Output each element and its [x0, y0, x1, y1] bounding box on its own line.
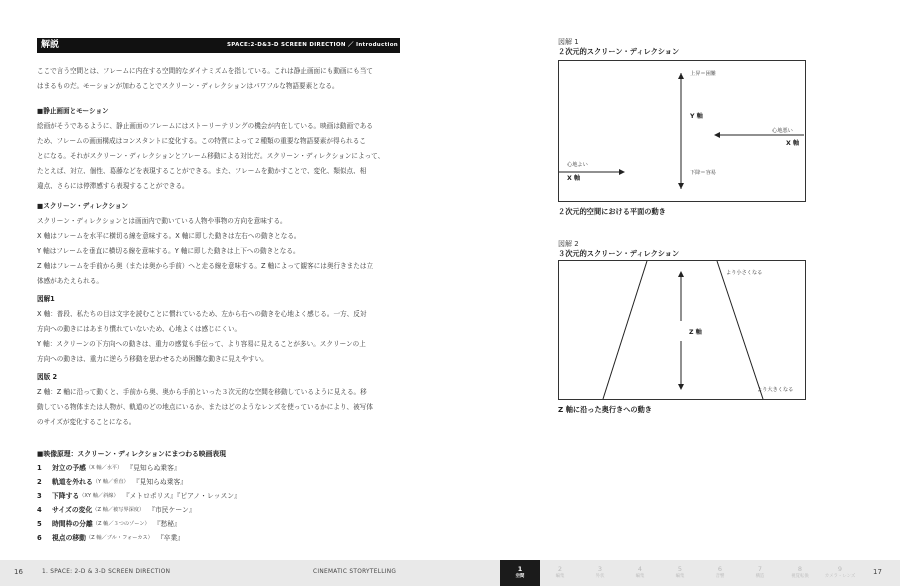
chapter-tab-7[interactable]: [740, 560, 780, 586]
text-line: X 軸はフレームを水平に横切る線を意味する。X 軸に即した動きは左右への動きとなる。: [37, 232, 301, 240]
label-rise-hard: 上昇＝困難: [690, 71, 716, 77]
film-topic: 時間枠の分離: [52, 520, 93, 528]
label-x-axis-left: X 軸: [567, 175, 581, 182]
film-axis: （Z 軸／３つのゾーン）: [92, 521, 150, 527]
section-subtitle: SPACE:2-D&3-D SCREEN DIRECTION ／ Introduction: [226, 42, 398, 48]
text-line: スクリーン・ディレクションとは画面内で動いている人物や事物の方向を意味する。: [37, 217, 287, 225]
film-topic: 視点の移動: [52, 534, 86, 542]
perspective-line-right: [717, 261, 763, 399]
figure2-caption: Z 軸に沿った奥行きへの動き: [558, 405, 652, 414]
film-item: [37, 461, 400, 475]
film-axis: （X 軸／水平）: [85, 465, 123, 471]
tab-number: 7: [757, 565, 763, 573]
tab-number: 1: [517, 565, 523, 573]
tab-number: 4: [637, 565, 643, 573]
text-line: ここで言う空間とは、フレームに内在する空間的なダイナミズムを指している。これは静止画面にも動画にも当て: [37, 67, 373, 75]
chapter-tab-6[interactable]: [700, 560, 740, 586]
film-number: 2: [37, 478, 42, 486]
chapter-tab-2[interactable]: [540, 560, 580, 586]
tab-number: 2: [557, 565, 563, 573]
tab-number: 9: [837, 565, 843, 573]
film-item: [37, 475, 400, 489]
label-x-axis-right: X 軸: [786, 140, 800, 147]
intro-paragraph: [37, 64, 400, 94]
page-number-left: 16: [14, 568, 23, 576]
text-line: 方向への動きは、重力に逆らう移動を思わせるため困難な動きに見えやすい。: [37, 355, 268, 363]
section-heading: ■スクリーン・ディレクション: [37, 202, 129, 210]
text-line: たとえば、対立、個性、葛藤などを表現することができる。また、フレームを動かすことで、変化、類似点、相: [37, 167, 367, 175]
tab-label: 空間: [515, 574, 525, 579]
film-topic: 対立の予感: [52, 464, 86, 472]
film-works: 『メトロポリス』『ピアノ・レッスン』: [122, 492, 241, 500]
text-line: ため、フレームの画面構成はコンスタントに変化する。この特質によって２種類の重要な物語要素が得られるこ: [37, 137, 366, 145]
film-topic: 軌道を外れる: [52, 478, 93, 486]
figure1-caption: ２次元的空間における平面の動き: [558, 207, 666, 216]
tab-number: 6: [717, 565, 723, 573]
tab-label: カメラ・レンズ: [824, 574, 856, 579]
text-line: のサイズが変化することになる。: [37, 418, 136, 426]
text-line: 絵画がそうであるように、静止画面のフレームにはストーリーテリングの機会が内在している。映画は動画である: [37, 122, 373, 130]
text-line: 動している物体または人物が、軌道のどの地点にいるか、またはどのようなレンズを使っているかにより、被写体: [37, 403, 373, 411]
text-line: Y 軸はフレームを垂直に横切る線を意味する。Y 軸に即した動きは上下への動きとなる。: [37, 247, 300, 255]
figure2-title: ３次元的スクリーン・ディレクション: [558, 249, 680, 258]
label-fall-easy: 下降＝容易: [690, 170, 716, 176]
label-z-axis: Z 軸: [689, 329, 702, 336]
tab-label: 視覚転換: [791, 574, 809, 579]
film-number: 4: [37, 506, 42, 514]
section-screen-direction: [37, 199, 400, 289]
figure2-frame: [558, 260, 806, 400]
label-comfortable: 心地よい: [567, 162, 588, 168]
film-axis: （Z 軸／被写界深度）: [92, 507, 145, 513]
label-larger: より大きくなる: [757, 387, 794, 393]
section-still-and-motion: [37, 104, 400, 194]
film-axis: （XY 軸／斜線）: [79, 493, 119, 499]
chapter-tab-9[interactable]: [820, 560, 860, 586]
page-number-right: 17: [873, 568, 882, 576]
film-topic: サイズの変化: [52, 506, 93, 514]
film-works: 『愁秘』: [153, 520, 181, 528]
chapter-tab-4[interactable]: [620, 560, 660, 586]
text-line: Z 軸：Z 軸に沿って動くと、手前から奥、奥から手前といった３次元的な空間を移動しているように見える。移: [37, 388, 367, 396]
chapter-tab-1[interactable]: [500, 560, 540, 586]
section-heading: ■静止画面とモーション: [37, 107, 109, 115]
text-line: はまるものだ。モーションが加わることでスクリーン・ディレクションはパワフルな物語要素となる。: [37, 82, 339, 90]
figure2-label: 図解 2: [558, 240, 579, 248]
label-y-axis: Y 軸: [690, 113, 703, 120]
film-works: 『見知らぬ乗客』: [126, 464, 181, 472]
text-line: 方向への動きにはあまり慣れていないため、心地よくは感じにくい。: [37, 325, 242, 333]
film-item: [37, 517, 400, 531]
chapter-title: 1. SPACE: 2-D & 3-D SCREEN DIRECTION: [42, 569, 171, 575]
film-examples: [37, 447, 400, 545]
film-item: [37, 489, 400, 503]
tab-label: 編集: [635, 574, 645, 579]
film-item: [37, 503, 400, 517]
section-heading: 図解1: [37, 295, 55, 303]
chapter-tab-5[interactable]: [660, 560, 700, 586]
film-item: [37, 531, 400, 545]
chapter-tab-8[interactable]: [780, 560, 820, 586]
film-axis: （Y 軸／垂直）: [92, 479, 129, 485]
film-number: 1: [37, 464, 42, 472]
text-line: Y 軸：スクリーンの下方向への動きは、重力の感覚も手伝って、より容易に見えることが多い。スクリーンの上: [37, 340, 366, 348]
tab-label: 構造: [755, 574, 765, 579]
text-line: とになる。それがスクリーン・ディレクションとフレーム移動による対比だ。スクリーン・ディレクションによって、: [37, 152, 385, 160]
perspective-line-left: [603, 261, 647, 399]
film-works: 『卒業』: [156, 534, 185, 542]
label-uncomfortable: 心地悪い: [772, 128, 793, 134]
film-number: 6: [37, 534, 42, 542]
chapter-tab-3[interactable]: [580, 560, 620, 586]
text-line: X 軸：普段、私たちの目は文字を読むことに慣れているため、左から右への動きを心地よく感じる。一方、反対: [37, 310, 367, 318]
film-topic: 下降する: [52, 492, 80, 500]
figure2-lines: [559, 261, 805, 399]
section-heading: ■映像原理：スクリーン・ディレクションにまつわる映画表現: [37, 450, 226, 458]
section-heading: 図版 2: [37, 373, 58, 381]
book-title: CINEMATIC STORYTELLING: [313, 569, 397, 575]
tab-number: 5: [677, 565, 683, 573]
tab-number: 3: [597, 565, 603, 573]
label-smaller: より小さくなる: [726, 270, 763, 276]
text-line: 体感があたえられる。: [37, 277, 103, 285]
film-axis: （Z 軸／ブル・フォーカス）: [85, 535, 153, 541]
tab-label: 編集: [555, 574, 565, 579]
text-line: 違点、さらには停滞感すら表現することができる。: [37, 182, 189, 190]
tab-label: 音響: [715, 574, 725, 579]
film-number: 3: [37, 492, 42, 500]
figure1-frame: [558, 60, 806, 202]
figure1-arrows: [559, 61, 805, 201]
text-line: Z 軸はフレームを手前から奥（または奥から手前）へと走る線を意味する。Z 軸によって観客には奥行きまたは立: [37, 262, 374, 270]
section-figure1-notes: [37, 292, 400, 367]
film-number: 5: [37, 520, 42, 528]
tab-label: 編集: [675, 574, 685, 579]
section-title: 解説: [41, 40, 60, 50]
figure1-title: ２次元的スクリーン・ディレクション: [558, 47, 680, 56]
film-works: 『見知らぬ乗客』: [132, 478, 188, 486]
tab-label: 外状: [595, 574, 605, 579]
tab-number: 8: [797, 565, 803, 573]
figure1-label: 図解 1: [558, 38, 579, 46]
section-figure2-notes: [37, 370, 400, 430]
film-works: 『市民ケーン』: [148, 506, 196, 514]
